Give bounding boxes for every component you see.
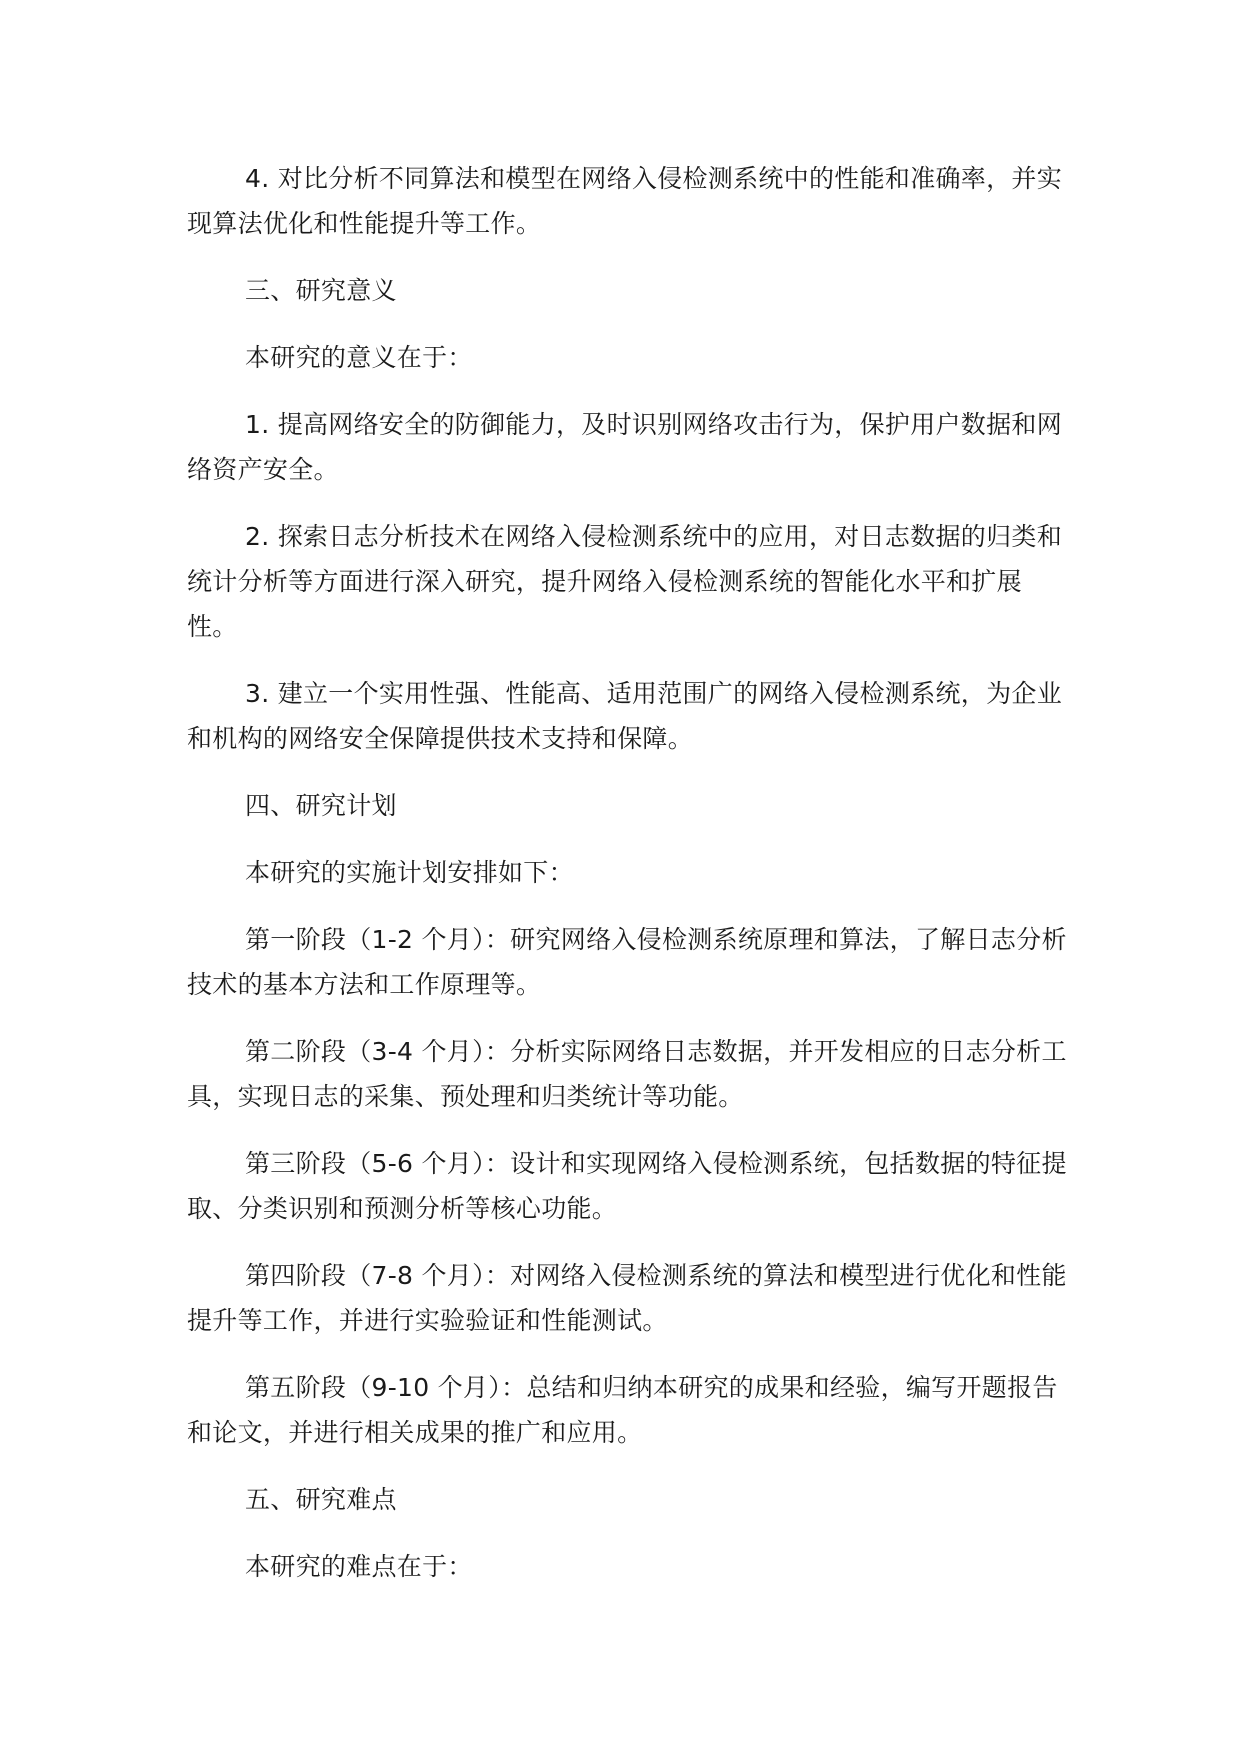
paragraph-item-4: 4. 对比分析不同算法和模型在网络入侵检测系统中的性能和准确率，并实现算法优化和性能提升等工作。	[187, 164, 1063, 238]
paragraph-phase-3: 第三阶段（5-6 个月）：设计和实现网络入侵检测系统，包括数据的特征提取、分类识别和预测分析等核心功能。	[187, 1149, 1067, 1223]
document-body	[187, 156, 1067, 1611]
paragraph-significance-2: 2. 探索日志分析技术在网络入侵检测系统中的应用，对日志数据的归类和统计分析等方面进行深入研究，提升网络入侵检测系统的智能化水平和扩展性。	[187, 522, 1063, 641]
paragraph-phase-2: 第二阶段（3-4 个月）：分析实际网络日志数据，并开发相应的日志分析工具，实现日志的采集、预处理和归类统计等功能。	[187, 1037, 1067, 1111]
paragraph-phase-1: 第一阶段（1-2 个月）：研究网络入侵检测系统原理和算法，了解日志分析技术的基本方法和工作原理等。	[187, 925, 1067, 999]
paragraph-phase-5: 第五阶段（9-10 个月）：总结和归纳本研究的成果和经验，编写开题报告和论文，并进行相关成果的推广和应用。	[187, 1373, 1058, 1447]
paragraph-difficulties-intro: 本研究的难点在于：	[245, 1552, 473, 1581]
paragraph-significance-intro: 本研究的意义在于：	[245, 343, 473, 372]
paragraph-phase-4: 第四阶段（7-8 个月）：对网络入侵检测系统的算法和模型进行优化和性能提升等工作，并进行实验验证和性能测试。	[187, 1261, 1067, 1335]
paragraph-significance-1: 1. 提高网络安全的防御能力，及时识别网络攻击行为，保护用户数据和网络资产安全。	[187, 410, 1063, 484]
paragraph-plan-intro: 本研究的实施计划安排如下：	[245, 858, 574, 887]
paragraph-significance-3: 3. 建立一个实用性强、性能高、适用范围广的网络入侵检测系统，为企业和机构的网络安全保障提供技术支持和保障。	[187, 679, 1063, 753]
section-heading-significance: 三、研究意义	[245, 276, 397, 305]
section-heading-difficulties: 五、研究难点	[245, 1485, 397, 1514]
section-heading-plan: 四、研究计划	[245, 791, 397, 820]
